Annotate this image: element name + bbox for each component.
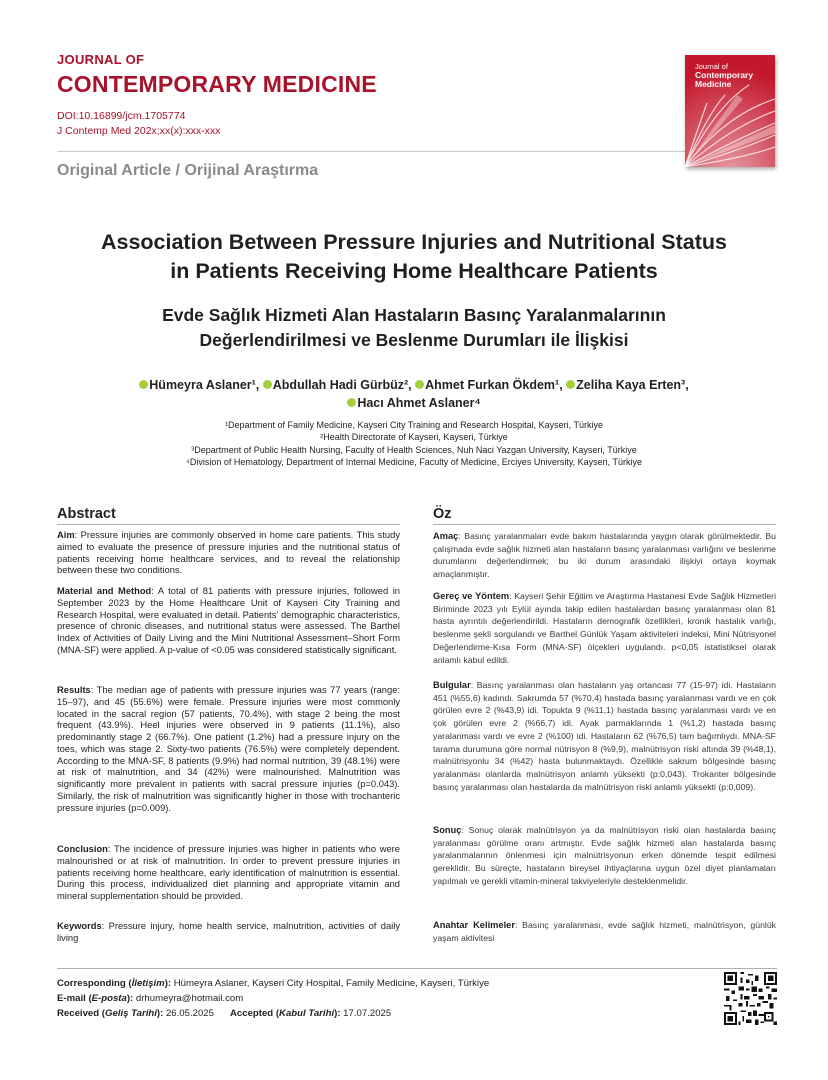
- bulgular-label: Bulgular: [433, 680, 471, 690]
- email-value[interactable]: drhumeyra@hotmail.com: [133, 993, 244, 1004]
- author-name: Ahmet Furkan Ökdem¹,: [425, 378, 563, 392]
- gerec-text: : Kayseri Şehir Eğitim ve Araştırma Hastanesi Evde Sağlık Hizmetleri Biriminde 2023 yılı Eylül ayında takip edilen hastalardan basınç yaralanması olan 81 hasta ayrıntılı değerlendirildi. Hastaların demografik özellikleri, kronik hastalık varlığı, beslenme şekli sorgulandı ve Barthel Günlük Yaşam aktiviteleri indeksi, Mini Nütrisyonel Değerlendirme-Kısa Form (MNA-SF) ölçekleri uygulandı. p<0,05 istatistiksel olarak anlamlı kabul edildi.: [433, 591, 777, 665]
- methods-text: : A total of 81 patients with pressure injuries, followed in September 2023 by the Home Healthcare Unit of Kayseri City Training and Research Hospital, were evaluated in detail. Patients' demographic characteristics, presence of chronic diseases, and nutritional status were assessed. The Barthel Index of Activities of Daily Living and the Mini Nutritional Assessment–Short Form (MNA-SF) were applied. A p-value of <0.05 was considered statistically significant.: [57, 586, 400, 655]
- dates-line: [57, 1008, 391, 1019]
- bulgular-text: : Basınç yaralanması olan hastaların yaş ortancası 77 (15-97) idi. Hastaların 451 (%55,6) kadındı. Sakrumda 57 (%70,4) hastada basınç yaralanması vardı ve en çok görülen evre 2 (%43,9) idi. Topukta 9 (%11,1) hastada basınç yaralanması vardı ve en çok görülen evre 2 (%66,7) idi. Ayak parmaklarında 1 (%1,2) hastada basınç yaralanması vardı ve evre 2 (%100) idi. Hastaların 62 (%76,5) tam bağımlıydı. MNA-SF tarama durumuna göre normal nütrisyon 8 (%9,9), malnütrisyon riski altında 39 (%48,1), malnütrisyonlu 34 (%42) hasta bulunmaktaydı. Özellikle sakrum bölgesinde basınç yaralanması olanlarda malnütrisyon anlamlı yüksekti (p:0,043). Trokanter bölgesinde basınç yaralanması olan hastalarda da malnütrisyon riski anlamlı yüksekti (p:0,009).: [433, 680, 776, 792]
- cover-title-small: Journal of: [695, 62, 728, 71]
- orcid-icon[interactable]: [566, 380, 575, 389]
- affiliation-item: ³Department of Public Health Nursing, Faculty of Health Sciences, Nuh Naci Yazgan University, Kayseri, Türkiye: [191, 444, 637, 455]
- accepted-label: Accepted (Kabul Tarihi):: [229, 1008, 341, 1019]
- oz-bulgular: [433, 679, 776, 793]
- title-tr-line2: Değerlendirilmesi ve Beslenme Durumları ile İlişkisi: [199, 330, 629, 350]
- header-divider: [57, 151, 727, 152]
- abstract-divider: [57, 524, 400, 525]
- sonuc-label: Sonuç: [433, 825, 462, 835]
- abstract-results: [57, 685, 400, 814]
- article-title-tr: [30, 303, 798, 353]
- affiliation-item: ¹Department of Family Medicine, Kayseri City Training and Research Hospital, Kayseri, Türkiye: [225, 420, 603, 430]
- abstract-aim: [57, 530, 400, 577]
- corresponding-value: Hümeyra Aslaner, Kayseri City Hospital, Family Medicine, Kayseri, Türkiye: [171, 978, 490, 989]
- citation: J Contemp Med 202x;xx(x):xxx-xxx: [57, 125, 221, 137]
- author-name: Abdullah Hadi Gürbüz²,: [272, 378, 412, 392]
- results-text: : The median age of patients with pressure injuries was 77 years (range: 15–97), and 45 (55.6%) were female. Pressure injuries were most commonly located in the sacral region (57 patients, 70.4%), with stage 2 being the most frequent (43.9%). Heel injuries were observed in 9 patients (11.1%), also predominantly stage 2 (66.7%). One patient (1.2%) had a pressure injury on the toes, which was stage 2. Sixty-two patients (76.5%) were completely dependent. According to the MNA-SF, 8 patients (9.9%) had normal nutrition, 39 (48.1%) were at risk of malnutrition, and 34 (42%) were malnourished. Malnutrition was significantly more prevalent in patients with sacral pressure injuries (p=0.043). Similarly, the risk of malnutrition was significantly higher in those with trochanteric pressure injuries (p=0.009).: [57, 685, 400, 813]
- orcid-icon[interactable]: [415, 380, 424, 389]
- corresponding-label: Corresponding (İletişim):: [57, 978, 172, 989]
- footer-divider: [57, 968, 777, 969]
- methods-label: Material and Method: [57, 586, 152, 596]
- received-value: 26.05.2025: [163, 1008, 214, 1019]
- accepted-value: 17.07.2025: [340, 1008, 392, 1019]
- gerec-label: Gereç ve Yöntem: [433, 591, 510, 601]
- orcid-icon[interactable]: [139, 380, 148, 389]
- oz-sonuc: [433, 824, 776, 888]
- author-name: Zeliha Kaya Erten³,: [576, 378, 689, 392]
- abstract-methods: [57, 586, 400, 657]
- orcid-icon[interactable]: [347, 398, 356, 407]
- amac-text: : Basınç yaralanmaları evde bakım hastalarında yaygın olarak görülmektedir. Bu çalışmada evde sağlık hizmeti alan hastaların basınç yaralanması varlığını ve beslenme durumlarını değerlendirmek; bu iki durum arasındaki ilişkiyi ortaya koymak amaçlanmıştır.: [433, 531, 776, 580]
- abstract-heading: Abstract: [57, 506, 116, 522]
- affiliation-item: ⁴Division of Hematology, Department of Internal Medicine, Faculty of Medicine, Erciyes University, Kayseri, Türkiye: [185, 456, 643, 467]
- oz-divider: [433, 524, 776, 525]
- journal-cover-thumbnail: [685, 55, 775, 167]
- oz-anahtar: [433, 919, 776, 944]
- title-en-line1: Association Between Pressure Injuries and Nutritional Status: [100, 230, 728, 254]
- abstract-keywords: [57, 921, 400, 945]
- title-tr-line1: Evde Sağlık Hizmeti Alan Hastaların Basınç Yaralanmalarının: [162, 305, 666, 325]
- corresponding-line: [57, 978, 489, 989]
- author-name: Hümeyra Aslaner¹,: [149, 378, 260, 392]
- email-line: [57, 993, 243, 1004]
- anahtar-text: : Basınç yaralanması, evde sağlık hizmeti, malnütrisyon, günlük yaşam aktivitesi: [433, 920, 777, 943]
- aim-text: : Pressure injuries are commonly observed in home care patients. This study aimed to evaluate the presence of pressure injuries and the nutritional status of patients receiving home healthcare services, and to reveal the relationship between these two conditions.: [57, 530, 400, 576]
- author-name: Hacı Ahmet Aslaner⁴: [357, 396, 481, 410]
- conclusion-text: : The incidence of pressure injuries was higher in patients who were malnourished or at risk of malnutrition. In order to prevent pressure injuries in patients receiving home healthcare, early identification of malnutrition is essential. During this process, individualized diet planning and appropriate vitamin and mineral supplementation should be provided.: [57, 844, 400, 901]
- amac-label: Amaç: [433, 531, 459, 541]
- aim-label: Aim: [57, 530, 75, 540]
- qr-code-icon[interactable]: [724, 972, 777, 1025]
- email-label: E-mail (E-posta):: [57, 993, 134, 1004]
- anahtar-label: Anahtar Kelimeler: [433, 920, 515, 930]
- keywords-text: : Pressure injury, home health service, malnutrition, activities of daily living: [57, 921, 400, 943]
- journal-name-line2: CONTEMPORARY MEDICINE: [57, 71, 377, 97]
- article-title-en: [30, 228, 798, 286]
- oz-amac: [433, 530, 776, 581]
- oz-heading: Öz: [433, 506, 452, 522]
- conclusion-label: Conclusion: [57, 844, 108, 854]
- doi-link[interactable]: DOI:10.16899/jcm.1705774: [57, 110, 186, 122]
- affiliation-item: ²Health Directorate of Kayseri, Kayseri, Türkiye: [320, 432, 508, 443]
- title-en-line2: in Patients Receiving Home Healthcare Patients: [170, 259, 658, 283]
- orcid-icon[interactable]: [263, 380, 272, 389]
- sonuc-text: : Sonuç olarak malnütrisyon ya da malnütrisyon riski olan hastalarda basınç yaralanması görülme oranı artmıştır. Evde sağlık hizmeti alan hastalarda basınç yaralanmalarının önlenmesi için malnütrisyonun erken dönemde tespit edilmesi gereklidir. Bu süreçte, hastaların bireysel ihtiyaçlarına uygun özel diyet planlamaları yapılmalı ve gerekli vitamin-mineral takviyeleriyle desteklenmelidir.: [433, 825, 776, 886]
- author-list: [30, 376, 798, 412]
- abstract-conclusion: [57, 844, 400, 903]
- cover-title-big: Contemporary Medicine: [695, 70, 754, 89]
- journal-name-line1: JOURNAL OF: [57, 52, 145, 67]
- article-type: Original Article / Orijinal Araştırma: [57, 162, 319, 179]
- received-label: Received (Geliş Tarihi):: [57, 1008, 164, 1019]
- keywords-label: Keywords: [57, 921, 102, 931]
- affiliation-list: [30, 419, 798, 468]
- results-label: Results: [57, 685, 91, 695]
- oz-gerec: [433, 590, 776, 666]
